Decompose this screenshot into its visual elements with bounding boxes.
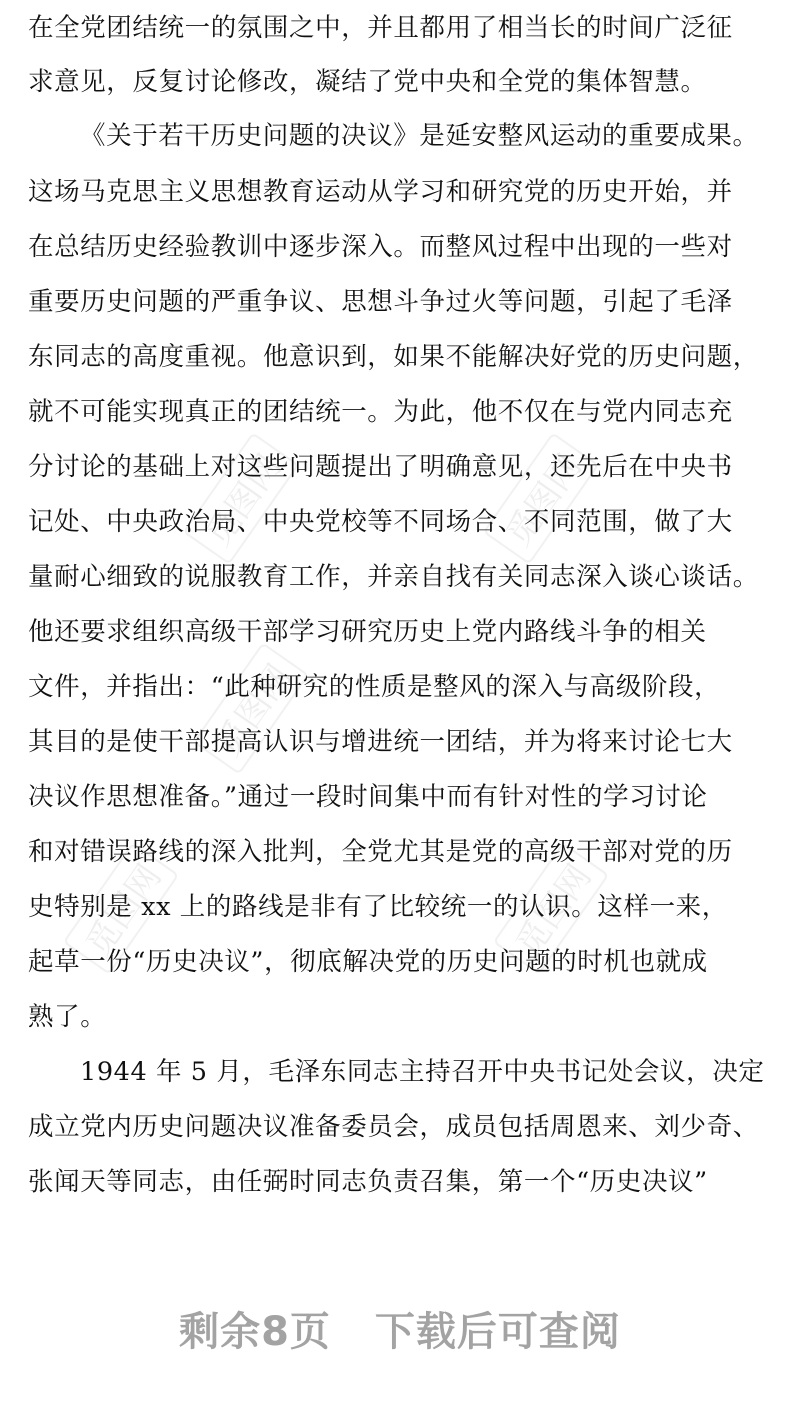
text-line: 史特别是 xx 上的路线是非有了比较统一的认识。这样一来，	[28, 892, 728, 922]
watermark: 觅图网	[493, 842, 610, 975]
text-line: 起草一份“历史决议”，彻底解决党的历史问题的时机也就成	[28, 947, 708, 977]
text-line: 东同志的高度重视。他意识到，如果不能解决好党的历史问题，	[28, 342, 759, 372]
text-line: 张闻天等同志，由任弼时同志负责召集，第一个“历史决议”	[28, 1167, 708, 1197]
watermark: 觅图网	[193, 642, 310, 775]
text-line: 其目的是使干部提高认识与增进统一团结，并为将来讨论七大	[28, 727, 733, 757]
download-to-view-label[interactable]: 下载后可查阅	[374, 1309, 621, 1355]
text-line: 他还要求组织高级干部学习研究历史上党内路线斗争的相关	[28, 617, 707, 647]
text-line: 在全党团结统一的氛围之中，并且都用了相当长的时间广泛征	[28, 13, 733, 43]
text-line: 重要历史问题的严重争议、思想斗争过火等问题，引起了毛泽	[28, 287, 733, 317]
text-line: 这场马克思主义思想教育运动从学习和研究党的历史开始，并	[28, 177, 733, 207]
text-line: 成立党内历史问题决议准备委员会，成员包括周恩来、刘少奇、	[28, 1112, 759, 1142]
text-line: 文件，并指出：“此种研究的性质是整风的深入与高级阶段，	[28, 672, 721, 702]
watermark: 觅图网	[63, 842, 180, 975]
text-line: 记处、中央政治局、中央党校等不同场合、不同范围，做了大	[28, 507, 733, 537]
watermark: 觅图网	[483, 432, 600, 565]
text-line: 分讨论的基础上对这些问题提出了明确意见，还先后在中央书	[28, 452, 733, 482]
text-line: 决议作思想准备。”通过一段时间集中而有针对性的学习讨论	[28, 782, 708, 812]
text-line: 《关于若干历史问题的决议》是延安整风运动的重要成果。	[80, 121, 759, 151]
watermark: 觅图网	[183, 432, 300, 565]
text-line: 量耐心细致的说服教育工作，并亲自找有关同志深入谈心谈话。	[28, 562, 759, 592]
text-line: 在总结历史经验教训中逐步深入。而整风过程中出现的一些对	[28, 232, 733, 262]
text-line: 求意见，反复讨论修改，凝结了党中央和全党的集体智慧。	[28, 67, 707, 97]
text-line: 就不可能实现真正的团结统一。为此，他不仅在与党内同志充	[28, 397, 733, 427]
text-line: 1944 年 5 月，毛泽东同志主持召开中央书记处会议，决定	[80, 1057, 765, 1087]
download-prompt-banner[interactable]	[0, 1302, 800, 1362]
text-line: 和对错误路线的深入批判，全党尤其是党的高级干部对党的历	[28, 837, 733, 867]
remaining-pages-label: 剩余8页	[179, 1309, 331, 1355]
text-line: 熟了。	[28, 1002, 107, 1032]
